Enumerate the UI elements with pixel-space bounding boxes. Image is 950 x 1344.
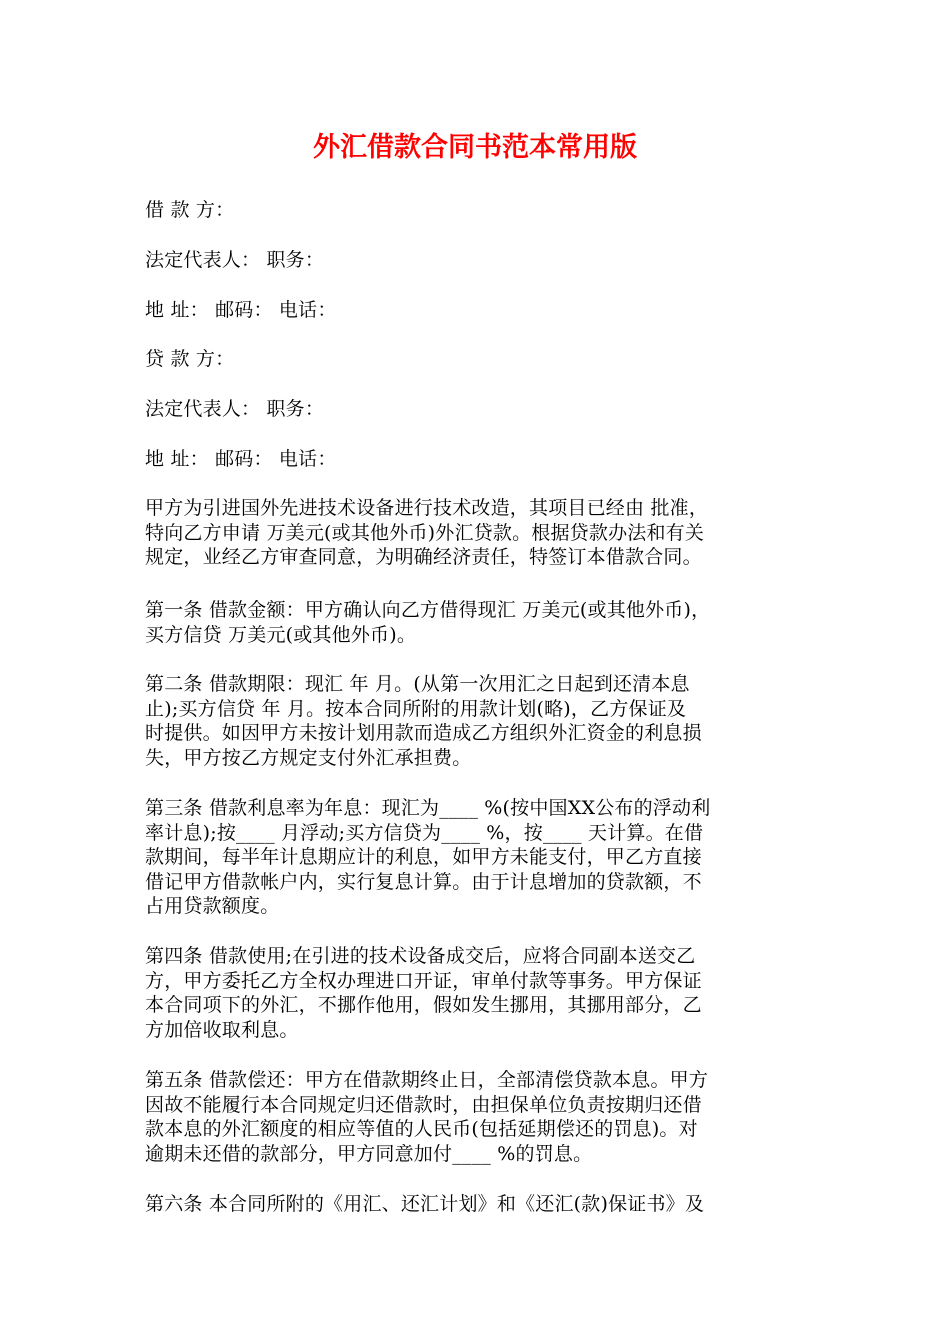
article-5-line: 第五条 借款偿还：甲方在借款期终止日，全部清偿贷款本息。甲方 — [145, 1069, 709, 1091]
article-4-line: 方，甲方委托乙方全权办理进口开证，审单付款等事务。甲方保证 — [145, 969, 702, 992]
article-3-paragraph — [145, 796, 825, 919]
intro-line: 规定，业经乙方审查同意，为明确经济责任，特签订本借款合同。 — [145, 546, 702, 569]
borrower-address-line: 地 址： 邮码： 电话： — [145, 299, 337, 321]
intro-paragraph — [145, 496, 825, 570]
article-2-line: 止);买方信贷 年 月。按本合同所附的用款计划(略)，乙方保证及 — [145, 697, 687, 720]
intro-line: 甲方为引进国外先进技术设备进行技术改造，其项目已经由 批准， — [145, 497, 709, 519]
article-3-line: 款期间，每半年计息期应计的利息，如甲方未能支付，甲乙方直接 — [145, 846, 702, 869]
article-6-paragraph — [145, 1192, 825, 1217]
article-3-line: 率计息);按____ 月浮动;买方信贷为____ %，按____ 天计算。在借 — [145, 821, 704, 844]
article-6-line: 第六条 本合同所附的《用汇、还汇计划》和《还汇(款)保证书》及 — [145, 1193, 705, 1215]
article-5-line: 款本息的外汇额度的相应等值的人民币(包括延期偿还的罚息)。对 — [145, 1118, 698, 1141]
article-5-line: 逾期未还借的款部分，甲方同意加付____ %的罚息。 — [145, 1142, 593, 1165]
article-2-line: 时提供。如因甲方未按计划用款而造成乙方组织外汇资金的利息损 — [145, 722, 702, 745]
intro-line: 特向乙方申请 万美元(或其他外币)外汇贷款。根据贷款办法和有关 — [145, 521, 705, 544]
borrower-representative-line: 法定代表人： 职务： — [145, 249, 325, 271]
article-2-line: 失，甲方按乙方规定支付外汇承担费。 — [145, 746, 472, 769]
lender-line: 贷 款 方： — [145, 348, 235, 370]
article-3-line: 借记甲方借款帐户内，实行复息计算。由于计息增加的贷款额，不 — [145, 870, 702, 893]
article-2-paragraph — [145, 672, 825, 770]
article-4-line: 方加倍收取利息。 — [145, 1018, 299, 1041]
article-4-line: 第四条 借款使用;在引进的技术设备成交后，应将合同副本送交乙 — [145, 945, 696, 967]
article-1-paragraph — [145, 598, 825, 647]
lender-representative-line: 法定代表人： 职务： — [145, 398, 325, 420]
lender-address-line: 地 址： 邮码： 电话： — [145, 448, 337, 470]
article-5-line: 因故不能履行本合同规定归还借款时，由担保单位负责按期归还借 — [145, 1093, 702, 1116]
article-5-paragraph — [145, 1068, 825, 1166]
article-1-line: 买方信贷 万美元(或其他外币)。 — [145, 623, 417, 646]
article-4-paragraph — [145, 944, 825, 1042]
article-2-line: 第二条 借款期限：现汇 年 月。(从第一次用汇之日起到还清本息 — [145, 673, 690, 695]
article-1-line: 第一条 借款金额：甲方确认向乙方借得现汇 万美元(或其他外币)， — [145, 599, 711, 621]
article-3-line: 第三条 借款利息率为年息：现汇为____ %(按中国XX公布的浮动利 — [145, 797, 711, 819]
document-title: 外汇借款合同书范本常用版 — [313, 132, 637, 163]
article-4-line: 本合同项下的外汇，不挪作他用，假如发生挪用，其挪用部分，乙 — [145, 994, 702, 1017]
borrower-line: 借 款 方： — [145, 199, 235, 221]
article-3-line: 占用贷款额度。 — [145, 895, 280, 918]
